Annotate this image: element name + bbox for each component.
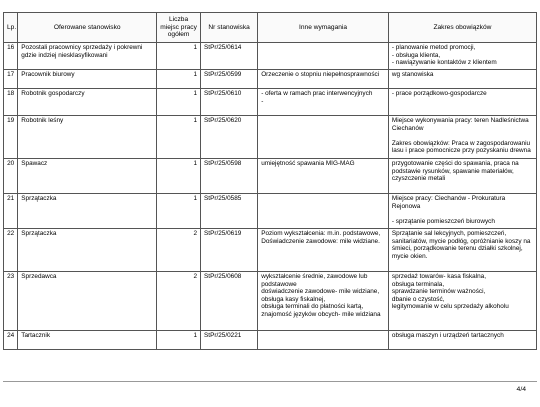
cell-zakres: przygotowanie części do spawania, praca na podstawie rysunków, spawanie materiałów, czyszczenie metali (388, 159, 536, 194)
cell-nr: StPr/25/0221 (201, 331, 258, 350)
cell-wymagania: wykształcenie średnie, zawodowe lub podstawowe doświadczenie zawodowe- mile widziane, obsługa kasy fiskalnej, obsługa terminali do płatności kartą, znajomość języków obcych- mile widziana (258, 272, 389, 331)
cell-liczba: 1 (157, 194, 201, 229)
cell-zakres: Sprzątanie sal lekcyjnych, pomieszczeń, sanitariatów, mycie podłóg, opróżnianie koszy na śmieci, porządkowanie terenu działki szkolnej, mycie okien. (388, 229, 536, 272)
cell-lp: 21 (4, 194, 18, 229)
cell-lp: 18 (4, 89, 18, 116)
header-zakres: Zakres obowiązków (388, 13, 536, 43)
page-number: 4/4 (516, 386, 526, 393)
cell-liczba: 2 (157, 272, 201, 331)
table-row (4, 159, 537, 194)
cell-zakres: wg stanowiska (388, 70, 536, 89)
cell-wymagania (258, 43, 389, 70)
table-row (4, 272, 537, 331)
cell-nr: StPr/25/0598 (201, 159, 258, 194)
cell-zakres: Miejsce pracy: Ciechanów - Prokuratura Rejonowa - sprzątanie pomieszczeń biurowych (391, 195, 506, 225)
cell-lp: 17 (4, 70, 18, 89)
table-row (4, 89, 537, 116)
cell-wymagania: - oferta w ramach prac interwencyjnych - (258, 89, 389, 116)
cell-nr: StPr/25/0620 (201, 116, 258, 159)
cell-liczba: 1 (157, 70, 201, 89)
cell-lp: 24 (4, 331, 18, 350)
cell-liczba: 1 (157, 43, 201, 70)
cell-stanowisko: Sprzątaczka (18, 229, 157, 272)
cell-stanowisko: Tartacznik (18, 331, 157, 350)
cell-zakres-wrap (388, 116, 536, 159)
cell-lp: 23 (4, 272, 18, 331)
header-lp: Lp. (4, 13, 18, 43)
table-row (4, 116, 537, 159)
cell-nr: StPr/25/0608 (201, 272, 258, 331)
table-row (4, 70, 537, 89)
cell-stanowisko: Robotnik gospodarczy (18, 89, 157, 116)
cell-wymagania: Poziom wykształcenia: m.in. podstawowe, Doświadczenie zawodowe: mile widziane. (258, 229, 389, 272)
cell-stanowisko: Spawacz (18, 159, 157, 194)
cell-zakres: obsługa maszyn i urządzeń tartacznych (388, 331, 536, 350)
cell-liczba: 1 (157, 159, 201, 194)
cell-nr: StPr/25/0614 (201, 43, 258, 70)
job-offers-table (3, 12, 537, 350)
cell-wymagania (258, 194, 389, 229)
table-header-row (4, 13, 537, 43)
header-wymagania: Inne wymagania (258, 13, 389, 43)
table-row (4, 331, 537, 350)
table-row (4, 43, 537, 70)
cell-zakres: sprzedaż towarów- kasa fiskalna, obsługa terminala, sprawdzanie terminów ważności, dbanie o czystość, legitymowanie w celu sprzedaży alkoholu (388, 272, 536, 331)
cell-liczba: 1 (157, 331, 201, 350)
cell-stanowisko: Robotnik leśny (18, 116, 157, 159)
table-row (4, 194, 537, 229)
cell-lp: 19 (4, 116, 18, 159)
cell-liczba: 1 (157, 89, 201, 116)
cell-nr: StPr/25/0599 (201, 70, 258, 89)
header-liczba: Liczba miejsc pracy ogółem (157, 13, 201, 43)
cell-stanowisko: Pozostali pracownicy sprzedaży i pokrewni gdzie indziej niesklasyfikowani (18, 43, 157, 70)
cell-wymagania (258, 116, 389, 159)
cell-stanowisko: Pracownik biurowy (18, 70, 157, 89)
cell-wymagania: Orzeczenie o stopniu niepełnosprawności (258, 70, 389, 89)
cell-zakres: Miejsce wykonywania pracy: teren Nadleśnictwa Ciechanów Zakres obowiązków: Praca w zagospodarowaniu lasu i prace pomocnicze przy pozyskaniu drewna (391, 117, 531, 155)
table-row (4, 229, 537, 272)
cell-liczba: 1 (157, 116, 201, 159)
cell-zakres-wrap (388, 194, 536, 229)
cell-nr: StPr/25/0585 (201, 194, 258, 229)
cell-lp: 16 (4, 43, 18, 70)
cell-wymagania (258, 331, 389, 350)
cell-nr: StPr/25/0619 (201, 229, 258, 272)
footer-divider (3, 381, 537, 382)
cell-lp: 22 (4, 229, 18, 272)
cell-stanowisko: Sprzedawca (18, 272, 157, 331)
header-stanowisko: Oferowane stanowisko (18, 13, 157, 43)
cell-zakres: - planowanie metod promocji, - obsługa klienta, - nawiązywanie kontaktów z klientem (388, 43, 536, 70)
cell-liczba: 2 (157, 229, 201, 272)
header-nr: Nr stanowiska (201, 13, 258, 43)
cell-nr: StPr/25/0610 (201, 89, 258, 116)
cell-wymagania: umiejętność spawania MIG-MAG (258, 159, 389, 194)
cell-stanowisko: Sprzątaczka (18, 194, 157, 229)
cell-zakres: - prace porządkowo-gospodarcze (388, 89, 536, 116)
cell-lp: 20 (4, 159, 18, 194)
